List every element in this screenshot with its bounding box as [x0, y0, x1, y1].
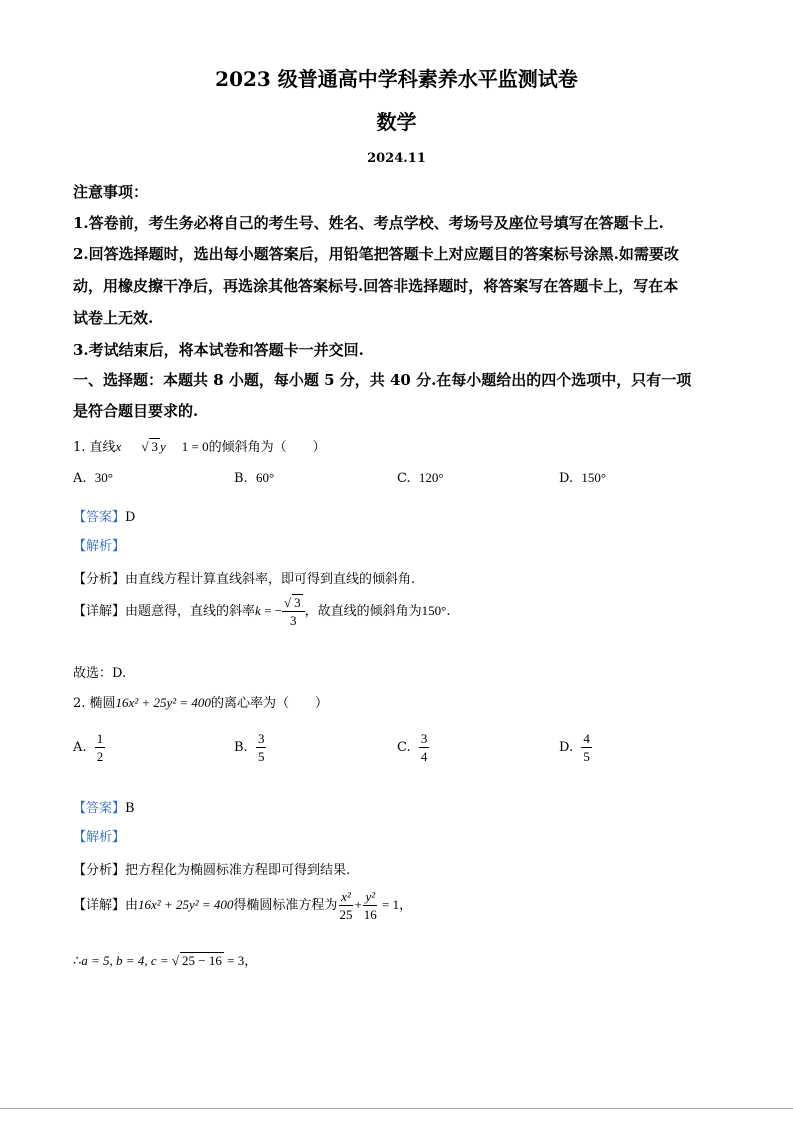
q2-equation: 16x² + 25y² = 400 [115, 695, 211, 710]
q2-analysis-tag: 【解析】 [73, 830, 126, 845]
page-title: 2023 级普通高中学科素养水平监测试卷 [215, 67, 578, 91]
q2-values: ∴a = 5, b = 4, c = √ 25 − 16 = 3， [73, 953, 258, 969]
q1-eq-sqrt3: 3 [151, 439, 158, 454]
notice-item-1: 1.答卷前，考生务必将自己的考生号、姓名、考点学校、考场号及座位号填写在答题卡上. [73, 214, 664, 232]
q1-option-b: B. 60° [234, 470, 275, 486]
question-2-stem: 2. 椭圆16x² + 25y² = 400的离心率为（ ） [73, 695, 328, 711]
q2-option-d: D. $\frac{4}{5}$ [559, 731, 590, 764]
q2-answer: 【答案】B [73, 801, 135, 816]
section-heading-line-1: 一、选择题：本题共 8 小题，每小题 5 分，共 40 分.在每小题给出的四个选项中，只有一项 [73, 371, 692, 389]
question-1-stem: 1. 直线x √ 3 y 1 = 0的倾斜角为（ ） [73, 439, 326, 455]
notice-item-2-line-1: 2.回答选择题时，选出每小题答案后，用铅笔把答题卡上对应题目的答案标号涂黑.如需要改 [73, 245, 679, 263]
q1-fenxi: 【分析】由直线方程计算直线斜率，即可得到直线的倾斜角. [73, 572, 416, 587]
q2-option-b: B. $\frac{3}{5}$ [234, 731, 265, 764]
notice-heading: 注意事项： [73, 183, 149, 201]
notice-item-2-line-3: 试卷上无效. [73, 309, 154, 327]
q1-option-d: D. 150° [559, 470, 607, 486]
q1-eq-x: x [115, 439, 122, 454]
q2-fenxi: 【分析】把方程化为椭圆标准方程即可得到结果. [73, 863, 351, 878]
q1-slope-fraction: $\frac{√ 3}{3}$ [282, 596, 305, 627]
subject-title: 数学 [376, 110, 417, 134]
notice-item-3: 3.考试结束后，将本试卷和答题卡一并交回. [73, 341, 364, 359]
q1-analysis-tag: 【解析】 [73, 539, 126, 554]
exam-date: 2024.11 [367, 151, 426, 166]
q2-option-a: A. $\frac{1}{2}$ [73, 731, 104, 764]
q1-eq-y: y [159, 439, 166, 454]
page-bottom-divider [0, 1108, 793, 1109]
question-1-suffix: 的倾斜角为（ ） [208, 440, 326, 455]
q1-option-a: A. 30° [73, 470, 113, 486]
question-1-prefix: 1. 直线 [73, 440, 116, 455]
q1-answer: 【答案】D [73, 510, 136, 525]
section-heading-line-2: 是符合题目要求的. [73, 402, 199, 420]
q1-detail: 【详解】由题意得，直线的斜率k = − $\frac{√ 3}{3}$ ，故直线的倾斜角为150°. [73, 595, 451, 628]
q1-option-c: C. 120° [397, 470, 444, 486]
q2-detail: 【详解】由16x² + 25y² = 400得椭圆标准方程为 $\frac{\text{x²}}{25}$ + $\frac{\text{y²}}{16}$ = 1， [73, 889, 413, 922]
notice-item-2-line-2: 动，用橡皮擦干净后，再选涂其他答案标号.回答非选择题时，将答案写在答题卡上，写在本 [73, 277, 679, 295]
q1-eq-rest: 1 = 0 [181, 439, 209, 454]
q2-option-c: C. $\frac{3}{4}$ [397, 731, 428, 764]
answer-tag: 【答案】 [73, 510, 126, 525]
q1-conclusion: 故选：D. [73, 666, 127, 681]
